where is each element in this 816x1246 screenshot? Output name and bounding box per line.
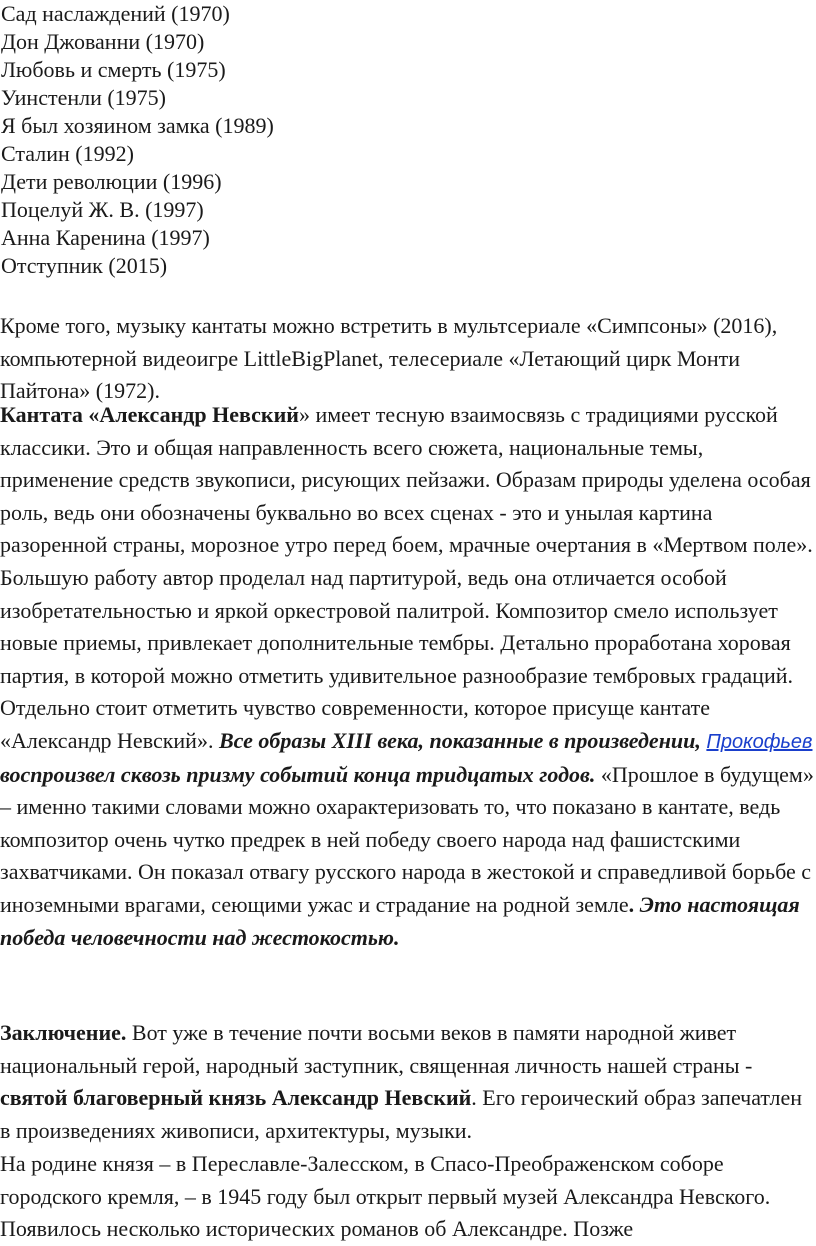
- cantata-tail-text: «Прошлое в будущем» – именно такими словами можно охарактеризовать то, что показано в кантате, ведь композитор очень чутко предрек в ней победу своего народа над фашистскими захватчиками. Он показал отвагу русского народа в жестокой и справедливой борьбе с иноземными врагами, сеющими ужас и страдание на родной земле: [0, 761, 814, 917]
- emphasis-text-1: Все образы XIII века, показанные в произведении,: [218, 727, 701, 753]
- film-item: Поцелуй Ж. В. (1997): [1, 197, 204, 222]
- paragraph-simpsons: Кроме того, музыку кантаты можно встретить в мультсериале «Симпсоны» (2016), компьютерной видеоигре LittleBigPlanet, телесериале «Летающий цирк Монти Пайтона» (1972).: [0, 313, 778, 404]
- prokofiev-link[interactable]: Прокофьев: [706, 730, 813, 753]
- cantata-title: Кантата «Александр Невский: [0, 402, 299, 427]
- film-item: Любовь и смерть (1975): [1, 57, 226, 82]
- film-item: Дети революции (1996): [1, 169, 222, 194]
- conclusion-text-2: . Его героический образ запечатлен в произведениях живописи, архитектуры, музыки.: [0, 1085, 803, 1143]
- film-item: Я был хозяином замка (1989): [1, 113, 274, 138]
- film-item: Анна Каренина (1997): [1, 225, 210, 250]
- paragraph-museum: На родине князя – в Переславле-Залесском, в Спасо-Преображенском соборе городского кремля, – в 1945 году был открыт первый музей Александра Невского. Появилось несколько исторических романов об Александре. Позже: [0, 1151, 771, 1242]
- film-item: Уинстенли (1975): [1, 85, 167, 110]
- paragraph-conclusion: [0, 1017, 816, 1147]
- conclusion-text-1: Вот уже в течение почти восьми веков в памяти народной живет национальный герой, народный заступник, священная личность нашей страны -: [0, 1020, 753, 1078]
- film-item: Дон Джованни (1970): [1, 29, 205, 54]
- film-item: Сад наслаждений (1970): [1, 1, 230, 26]
- tail-period: .: [628, 891, 635, 917]
- film-list: [0, 0, 816, 280]
- closing-emphasis: Это настоящая победа человечности над жестокостью.: [0, 891, 800, 950]
- emphasis-text-2: воспроизвел сквозь призму событий конца тридцатых годов.: [0, 761, 596, 787]
- conclusion-heading: Заключение.: [0, 1020, 127, 1045]
- cantata-text: » имеет тесную взаимосвязь с традициями русской классики. Это и общая направленность всего сюжета, национальные темы, применение средств звукописи, рисующих пейзажи. Образам природы уделена особая роль, ведь они обозначены буквально во всех сценах - это и унылая картина разоренной страны, морозное утро перед боем, мрачные очертания в «Мертвом поле». Большую работу автор проделал над партитурой, ведь она отличается особой изобретательностью и яркой оркестровой палитрой. Композитор смело использует новые приемы, привлекает дополнительные тембры. Детально проработана хоровая партия, в которой можно отметить удивительное разнообразие тембровых градаций. Отдельно стоит отметить чувство современности, которое присуще кантате «Александр Невский».: [0, 402, 813, 753]
- film-item: Отступник (2015): [1, 253, 168, 278]
- conclusion-bold-name: святой благоверный князь Александр Невский: [0, 1085, 472, 1111]
- film-item: Сталин (1992): [1, 141, 134, 166]
- paragraph-cantata: [0, 399, 816, 954]
